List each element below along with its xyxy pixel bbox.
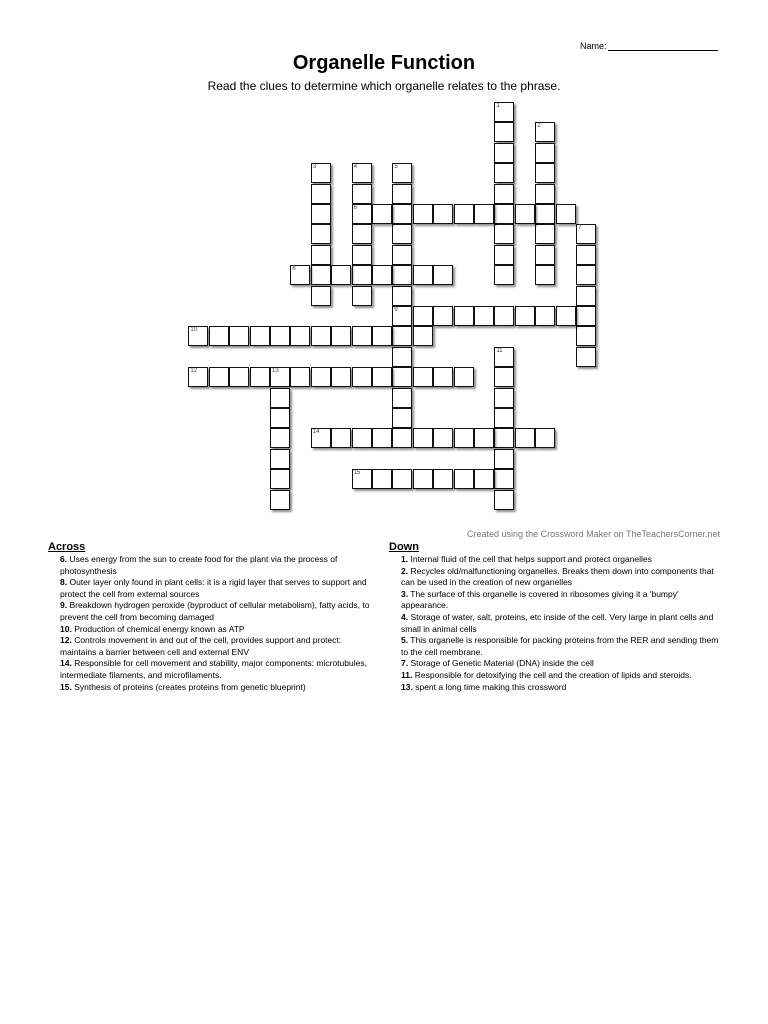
clue-text: Responsible for cell movement and stability, major components: microtubules, intermediate filaments, and microfilaments.	[60, 658, 367, 680]
crossword-cell[interactable]	[433, 306, 453, 326]
crossword-cell[interactable]	[413, 204, 433, 224]
down-clue-list	[389, 554, 719, 693]
across-clue	[48, 658, 378, 681]
crossword-cell[interactable]	[352, 428, 372, 448]
crossword-cell[interactable]	[250, 326, 270, 346]
crossword-cell[interactable]	[413, 428, 433, 448]
crossword-cell[interactable]	[270, 469, 290, 489]
clue-number-label: 9	[394, 307, 398, 313]
crossword-cell[interactable]	[392, 224, 412, 244]
crossword-cell[interactable]	[392, 184, 412, 204]
down-heading: Down	[389, 541, 419, 553]
crossword-cell[interactable]	[352, 184, 372, 204]
across-heading: Across	[48, 541, 86, 553]
crossword-cell[interactable]	[494, 347, 514, 367]
crossword-cell[interactable]	[392, 347, 412, 367]
clue-number-label: 4	[353, 164, 357, 171]
clue-number-label: 15	[353, 470, 361, 477]
crossword-cell[interactable]	[413, 265, 433, 285]
crossword-cell[interactable]	[494, 306, 514, 326]
clue-number: 5.	[401, 635, 409, 646]
crossword-cell[interactable]	[209, 326, 229, 346]
crossword-cell[interactable]	[535, 184, 555, 204]
clue-number: 1.	[401, 554, 409, 564]
crossword-cell[interactable]	[515, 204, 535, 224]
across-clue-list	[48, 554, 378, 693]
crossword-cell[interactable]	[311, 245, 331, 265]
crossword-cell[interactable]	[556, 204, 576, 224]
crossword-cell[interactable]	[433, 367, 453, 387]
crossword-cell[interactable]	[535, 224, 555, 244]
crossword-cell[interactable]	[209, 367, 229, 387]
clue-text: Synthesis of proteins (creates proteins from genetic blueprint)	[71, 681, 306, 692]
crossword-cell[interactable]	[556, 306, 576, 326]
clue-text: Recycles old/malfunctioning organelles. Breaks them down into components that can be used in the creation of new organelles	[401, 565, 714, 588]
clue-number-label: 13	[272, 368, 279, 375]
across-clues	[48, 541, 378, 693]
crossword-cell[interactable]	[392, 428, 412, 448]
across-clue	[48, 682, 378, 694]
crossword-cell[interactable]	[494, 388, 514, 408]
clue-number: 6.	[60, 554, 68, 564]
across-clue	[48, 600, 378, 623]
clue-number: 8.	[60, 577, 68, 588]
crossword-cell[interactable]	[494, 265, 514, 285]
crossword-cell[interactable]	[392, 265, 412, 285]
crossword-cell[interactable]	[290, 265, 310, 285]
crossword-cell[interactable]	[392, 286, 412, 306]
crossword-cell[interactable]	[535, 122, 555, 142]
crossword-cell[interactable]	[270, 408, 290, 428]
crossword-cell[interactable]	[535, 245, 555, 265]
clue-text: This organelle is responsible for packing proteins from the RER and sending them to the cell membrane.	[401, 635, 719, 657]
crossword-cell[interactable]	[474, 204, 494, 224]
crossword-cell[interactable]	[576, 265, 596, 285]
crossword-cell[interactable]	[474, 428, 494, 448]
clue-number: 12.	[60, 635, 72, 646]
clue-number-label: 7	[578, 225, 582, 232]
crossword-cell[interactable]	[392, 204, 412, 224]
crossword-cell[interactable]	[494, 143, 514, 163]
crossword-cell[interactable]	[413, 326, 433, 346]
clue-text: The surface of this organelle is covered in ribosomes giving it a 'bumpy' appearance.	[401, 588, 679, 611]
down-clue	[389, 566, 719, 589]
clue-number-label: 3	[312, 164, 317, 171]
crossword-cell[interactable]	[392, 408, 412, 428]
clue-number-label: 11	[496, 347, 503, 354]
crossword-maker-credit: Created using the Crossword Maker on TheTeachersCorner.net	[467, 529, 720, 539]
crossword-cell[interactable]	[392, 388, 412, 408]
clue-number-label: 5	[394, 164, 398, 171]
crossword-cell[interactable]	[474, 306, 494, 326]
crossword-cell[interactable]	[454, 306, 474, 326]
crossword-cell[interactable]	[515, 306, 535, 326]
crossword-cell[interactable]	[229, 367, 249, 387]
across-clue	[48, 624, 378, 636]
crossword-cell[interactable]	[413, 367, 433, 387]
clue-text: Controls movement in and out of the cell, provides support and protect: maintains a barrier between cell and external ENV	[60, 635, 342, 657]
crossword-cell[interactable]	[290, 367, 310, 387]
crossword-cell[interactable]	[188, 326, 208, 346]
crossword-cell[interactable]	[433, 265, 453, 285]
clue-number: 14.	[60, 658, 72, 669]
clue-text: Storage of Genetic Material (DNA) inside the cell	[408, 658, 594, 669]
crossword-cell[interactable]	[270, 428, 290, 448]
down-clue	[389, 554, 719, 566]
clue-number: 7.	[401, 658, 409, 669]
crossword-cell[interactable]	[352, 245, 372, 265]
crossword-cell[interactable]	[494, 367, 514, 387]
clue-number-label: 12	[190, 368, 198, 375]
crossword-cell[interactable]	[311, 326, 331, 346]
crossword-cell[interactable]	[250, 367, 270, 387]
crossword-cell[interactable]	[352, 469, 372, 489]
crossword-cell[interactable]	[311, 428, 331, 448]
crossword-cell[interactable]	[270, 367, 290, 387]
crossword-cell[interactable]	[392, 306, 412, 326]
clue-text: Uses energy from the sun to create food for the plant via the process of photosynthesis	[60, 554, 338, 576]
crossword-cell[interactable]	[311, 204, 331, 224]
crossword-cell[interactable]	[433, 428, 453, 448]
crossword-cell[interactable]	[372, 265, 392, 285]
crossword-cell[interactable]	[331, 428, 351, 448]
crossword-cell[interactable]	[331, 367, 351, 387]
clue-number: 9.	[60, 600, 68, 611]
crossword-cell[interactable]	[494, 184, 514, 204]
crossword-cell[interactable]	[311, 265, 331, 285]
crossword-cell[interactable]	[494, 408, 514, 428]
crossword-cell[interactable]	[515, 428, 535, 448]
crossword-cell[interactable]	[454, 367, 474, 387]
crossword-cell[interactable]	[372, 367, 392, 387]
crossword-cell[interactable]	[229, 326, 249, 346]
clue-number-label: 10	[190, 327, 198, 334]
crossword-cell[interactable]	[372, 204, 392, 224]
crossword-cell[interactable]	[494, 122, 514, 142]
crossword-cell[interactable]	[535, 428, 555, 448]
crossword-cell[interactable]	[494, 224, 514, 244]
clue-number: 2.	[401, 565, 409, 576]
crossword-cell[interactable]	[311, 163, 331, 183]
crossword-cell[interactable]	[392, 245, 412, 265]
crossword-cell[interactable]	[494, 490, 514, 510]
clue-number-label: 8	[292, 266, 296, 273]
crossword-cell[interactable]	[372, 428, 392, 448]
crossword-cell[interactable]	[433, 204, 453, 224]
crossword-cell[interactable]	[535, 306, 555, 326]
down-clue	[389, 670, 719, 682]
crossword-cell[interactable]	[352, 163, 372, 183]
down-clue	[389, 682, 719, 694]
clue-text: Storage of water, salt, proteins, etc inside of the cell. Very large in plant cells and small in animal cells	[401, 611, 714, 634]
crossword-cell[interactable]	[576, 306, 596, 326]
crossword-cell[interactable]	[494, 102, 514, 122]
page-title: Organelle Function	[292, 52, 476, 74]
name-label: Name:	[580, 41, 607, 51]
crossword-cell[interactable]	[474, 469, 494, 489]
down-clue	[389, 612, 719, 635]
clue-text: Outer layer only found in plant cells: it is a rigid layer that serves to support and protect the cell from external sources	[60, 577, 367, 599]
crossword-cell[interactable]	[290, 326, 310, 346]
crossword-cell[interactable]	[535, 143, 555, 163]
across-clue	[48, 635, 378, 658]
down-clue	[389, 589, 719, 612]
page-subtitle: Read the clues to determine which organelle relates to the phrase.	[207, 79, 561, 93]
clue-text: Responsible for detoxifying the cell and the creation of lipids and steroids.	[412, 669, 692, 680]
crossword-cell[interactable]	[535, 265, 555, 285]
clue-number-label: 6	[353, 205, 357, 211]
crossword-cell[interactable]	[270, 388, 290, 408]
across-clue	[48, 554, 378, 577]
clue-number-label: 1	[496, 103, 500, 109]
clue-text: Internal fluid of the cell that helps support and protect organelles	[408, 554, 652, 564]
crossword-cell[interactable]	[494, 163, 514, 183]
crossword-cell[interactable]	[535, 163, 555, 183]
crossword-cell[interactable]	[270, 326, 290, 346]
clue-number: 11.	[401, 669, 413, 680]
crossword-cell[interactable]	[331, 326, 351, 346]
crossword-cell[interactable]	[331, 265, 351, 285]
across-clue	[48, 577, 378, 600]
crossword-cell[interactable]	[311, 286, 331, 306]
crossword-cell[interactable]	[494, 245, 514, 265]
crossword-cell[interactable]	[352, 326, 372, 346]
crossword-cell[interactable]	[454, 204, 474, 224]
crossword-cell[interactable]	[311, 224, 331, 244]
down-clue	[389, 658, 719, 670]
crossword-cell[interactable]	[413, 469, 433, 489]
crossword-cell[interactable]	[392, 326, 412, 346]
crossword-cell[interactable]	[535, 204, 555, 224]
crossword-cell[interactable]	[188, 367, 208, 387]
down-clues	[389, 541, 719, 693]
crossword-cell[interactable]	[352, 367, 372, 387]
down-clue	[389, 635, 719, 658]
crossword-cell[interactable]	[454, 469, 474, 489]
crossword-cell[interactable]	[352, 204, 372, 224]
crossword-cell[interactable]	[392, 163, 412, 183]
crossword-cell[interactable]	[311, 367, 331, 387]
crossword-cell[interactable]	[270, 490, 290, 510]
crossword-cell[interactable]	[494, 204, 514, 224]
clue-number: 10.	[60, 623, 72, 634]
crossword-cell[interactable]	[352, 224, 372, 244]
crossword-cell[interactable]	[372, 326, 392, 346]
crossword-cell[interactable]	[392, 469, 412, 489]
crossword-cell[interactable]	[311, 184, 331, 204]
clue-text: Breakdown hydrogen peroxide (byproduct of cellular metabolism), fatty acids, to prevent the cell from becoming damaged	[60, 600, 370, 622]
clue-number: 13.	[401, 681, 413, 692]
crossword-cell[interactable]	[392, 367, 412, 387]
crossword-cell[interactable]	[576, 326, 596, 346]
crossword-cell[interactable]	[494, 449, 514, 469]
crossword-cell[interactable]	[352, 265, 372, 285]
crossword-cell[interactable]	[494, 428, 514, 448]
crossword-cell[interactable]	[372, 469, 392, 489]
clue-number: 4.	[401, 611, 409, 622]
crossword-cell[interactable]	[433, 469, 453, 489]
crossword-cell[interactable]	[270, 449, 290, 469]
crossword-cell[interactable]	[576, 245, 596, 265]
crossword-cell[interactable]	[576, 286, 596, 306]
crossword-cell[interactable]	[494, 469, 514, 489]
clue-text: Production of chemical energy known as ATP	[71, 623, 245, 634]
crossword-cell[interactable]	[576, 347, 596, 367]
clue-number: 3.	[401, 588, 409, 599]
crossword-cell[interactable]	[352, 286, 372, 306]
crossword-cell[interactable]	[413, 306, 433, 326]
crossword-cell[interactable]	[454, 428, 474, 448]
clue-text: spent a long time making this crossword	[412, 681, 567, 692]
clue-number-label: 14	[312, 429, 320, 436]
clue-number-label: 2	[537, 123, 541, 130]
crossword-cell[interactable]	[576, 224, 596, 244]
clue-number: 15.	[60, 681, 72, 692]
